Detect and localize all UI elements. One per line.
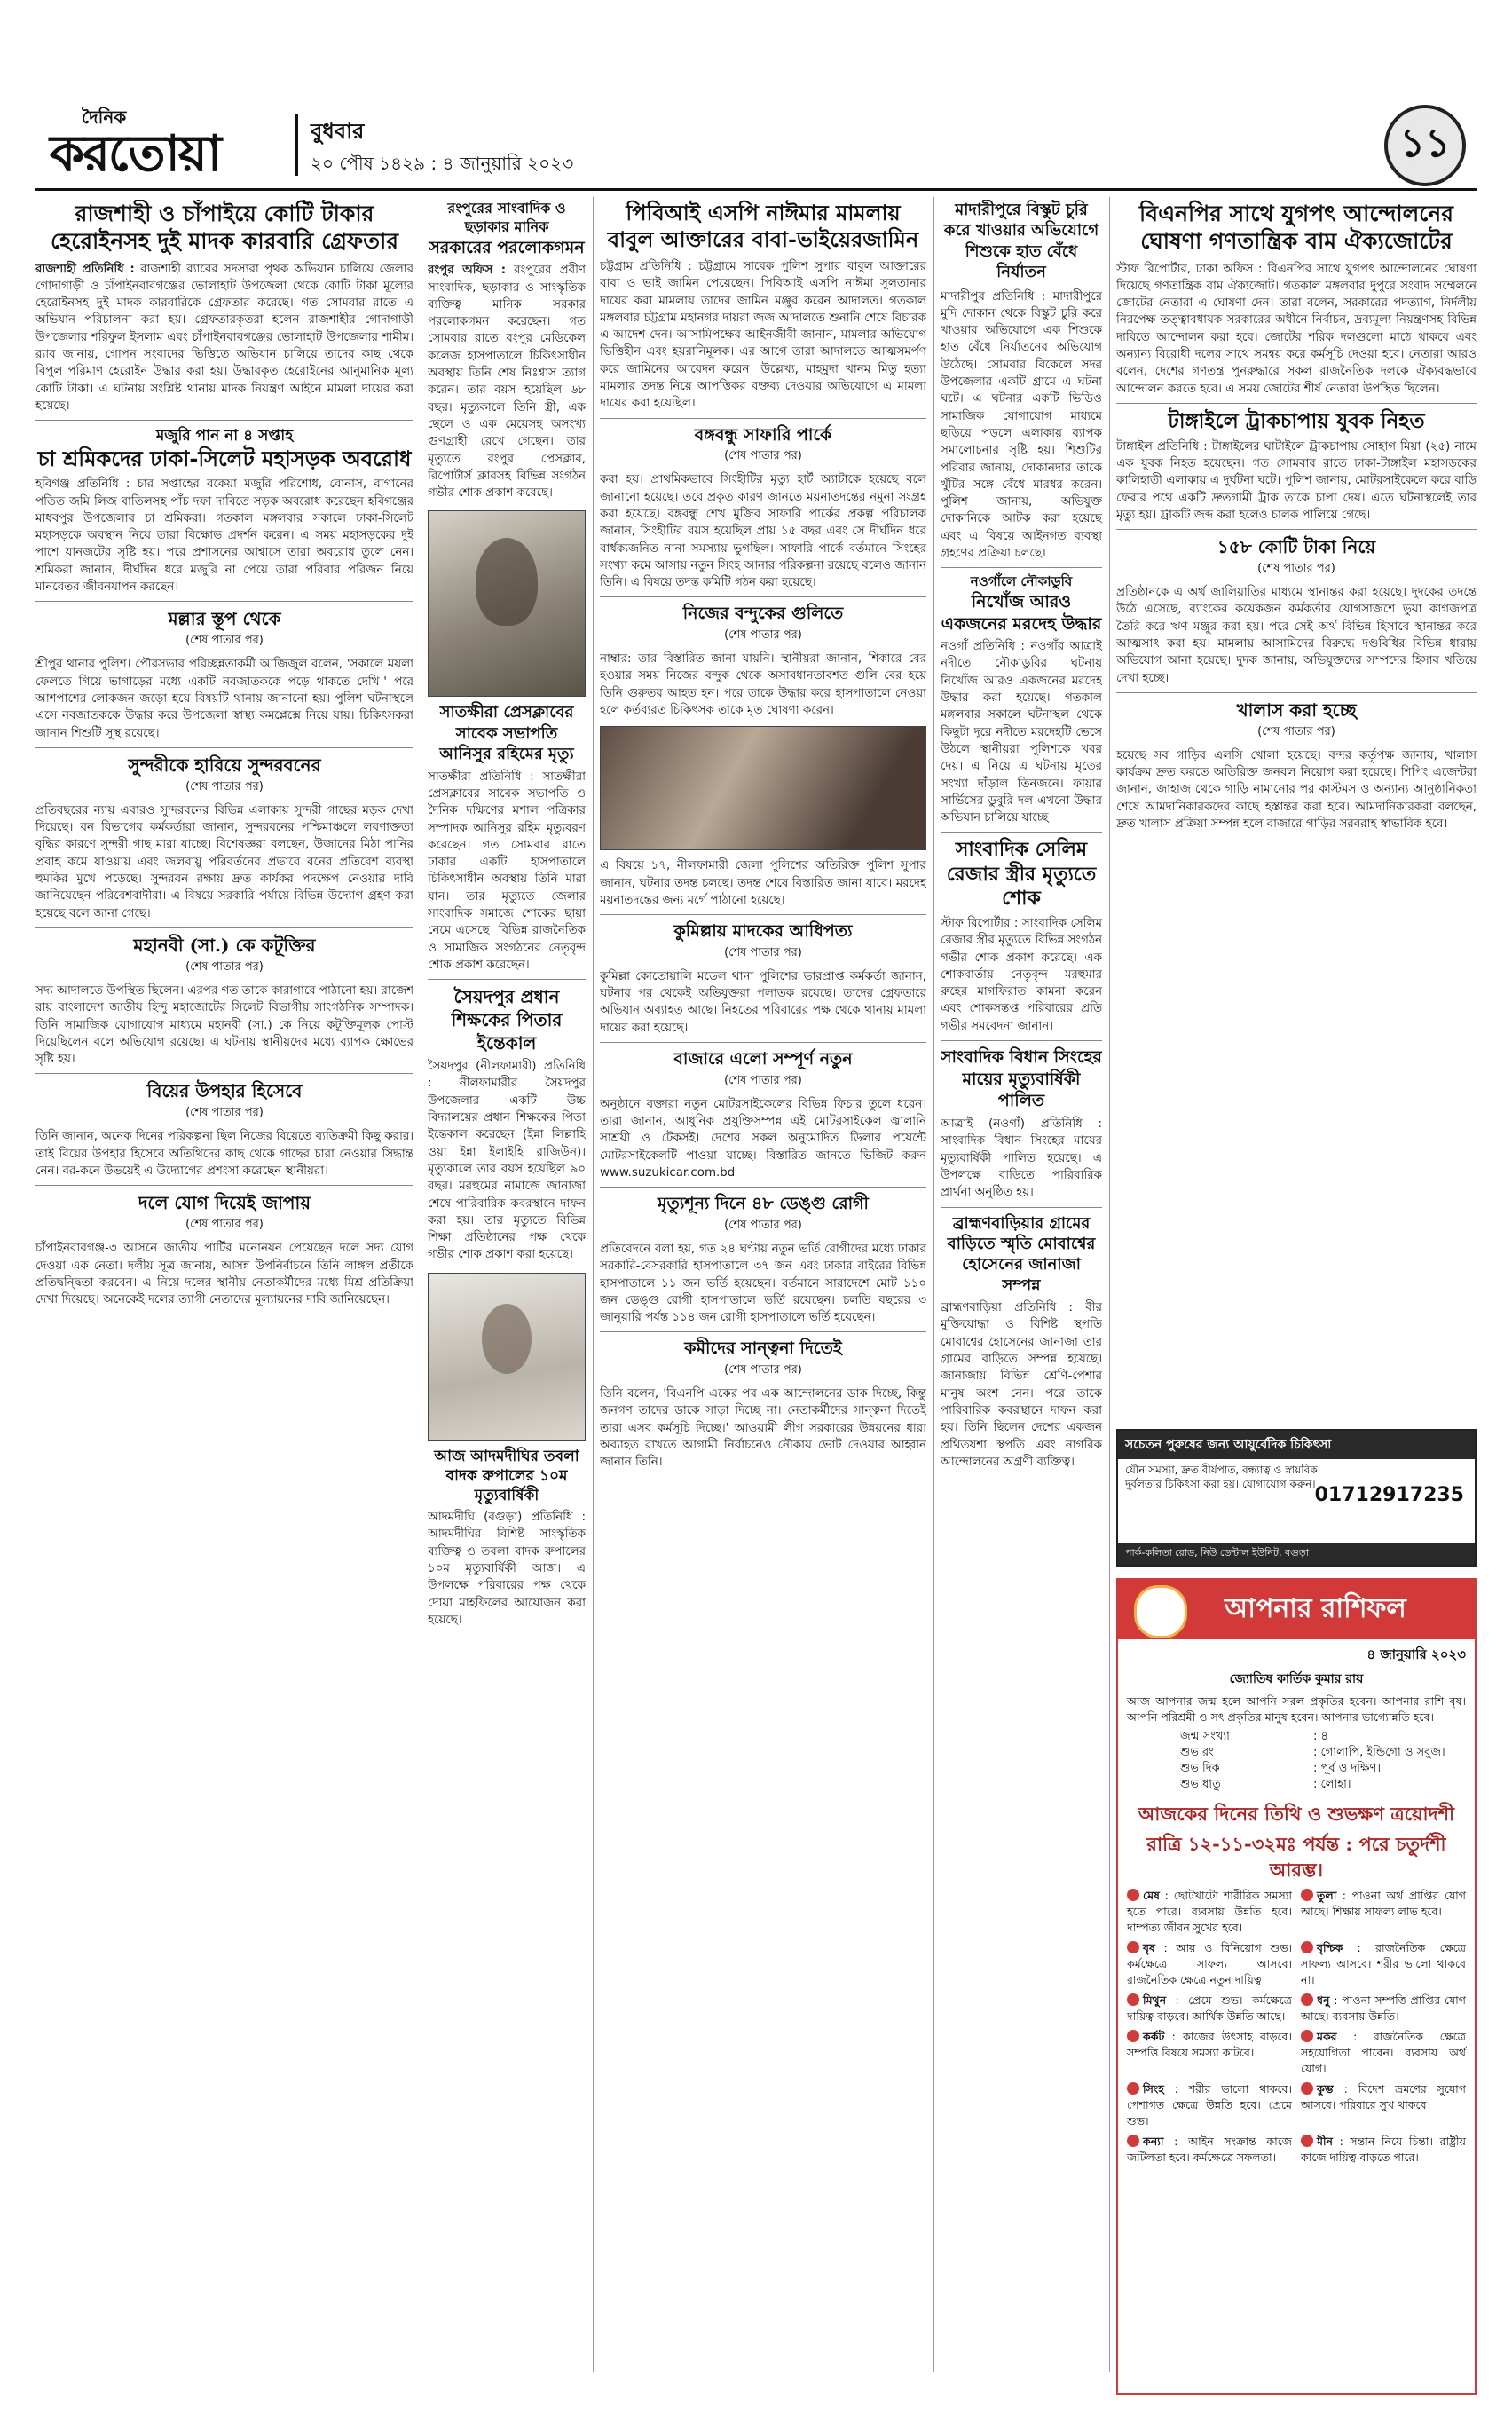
article-text: তিনি বলেন, 'বিএনপি একের পর এক আন্দোলনের ডাক দিচ্ছে, কিন্তু জনগণ তাদের ডাকে সাড়া দিচ্ছে না। নেতাকর্মীদের সান্ত্বনা দিতেই তারা এসব কর্মসূচি দিচ্ছে।' আওয়ামী লীগ সরকারের উন্নয়নের ধারা অব্যাহত রাখতে আগামী নির্বাচনেও নৌকায় ভোট দেওয়ার আহ্বান জানান তিনি। xyxy=(600,1387,926,1470)
rule xyxy=(1116,403,1477,404)
zodiac-item: কুম্ভ : বিদেশ ভ্রমণের সুযোগ আসবে। পরিবারে সুখ থাকবে। xyxy=(1301,2082,1466,2112)
article-text: হবিগঞ্জ প্রতিনিধি : চার সপ্তাহের বকেয়া মজুরি পরিশোধ, বোনাস, বাগানের পতিত জমি লিজ বাতিলসহ পাঁচ দফা দাবিতে সড়ক অবরোধ করেছেন হবিগঞ্জের মাধবপুর উপজেলার চা শ্রমিকরা। গতকাল মঙ্গলবার সকালে ঢাকা-সিলেট মহাসড়কে অবস্থান নিয়ে তারা বিক্ষোভ প্রদর্শন করেন। এ সময় মহাসড়কের দুই পাশে যানজটের সৃষ্টি হয়। পরে প্রশাসনের আশ্বাসে তারা অবরোধ তুলে নেন। শ্রমিকরা জানান, দীর্ঘদিন ধরে মজুরি না পেয়ে তারা পরিবার পরিজন নিয়ে মানবেতর জীবনযাপন করছেন। xyxy=(35,478,413,595)
story-title: সাংবাদিক বিধান সিংহের মায়ের মৃত্যুবার্ষিকী পালিত xyxy=(941,1047,1102,1111)
article-text: টাঙ্গাইল প্রতিনিধি : টাঙ্গাইলের ঘাটাইলে ট্রাকচাপায় সোহাগ মিয়া (২৫) নামে এক যুবক নিহত হয়েছেন। গত সোমবার রাতে ঢাকা-টাঙ্গাইল মহাসড়কের কালিহাতী এলাকায় এ দুর্ঘটনা ঘটে। পুলিশ জানায়, মোটরসাইকেলে করে বাড়ি ফেরার পথে একটি দ্রুতগামী ট্রাক তাকে চাপা দেয়। এতে ঘটনাস্থলেই তার মৃত্যু হয়। ট্রাকটি জব্দ করা হলেও চালক পালিয়ে গেছে। xyxy=(1116,439,1477,522)
headline: মাদারীপুরে বিস্কুট চুরি করে খাওয়ার অভিযোগে শিশুকে হাত বেঁধে নির্যাতন xyxy=(943,201,1099,282)
ad-address: পার্ক-কলিতা রোড, নিউ ডেন্টাল ইউনিট, বগুড়া। xyxy=(1118,1543,1475,1565)
zodiac-item: বৃশ্চিক : রাজনৈতিক ক্ষেত্রে সাফল্য আসবে। শরীর ভালো থাকবে না। xyxy=(1301,1941,1466,1987)
article-text: চট্টগ্রাম প্রতিনিধি : চট্টগ্রামে সাবেক পুলিশ সুপার বাবুল আক্তারের বাবা ও ভাই জামিন পেয়েছেন। পিবিআই এসপি নাঈমা সুলতানার দায়ের করা মামলায় তাদের জামিন মঞ্জুর করেন আদালত। গতকাল মঙ্গলবার চট্টগ্রাম মহানগর দায়রা জজ আদালতে শুনানি শেষে বিচারক এ আদেশ দেন। আসামিপক্ষের আইনজীবী জানান, মামলার অভিযোগ ভিত্তিহীন এবং হয়রানিমূলক। এর আগে তারা আদালতে আত্মসমর্পণ করে জামিনের আবেদন করেন। উল্লেখ্য, মাহমুদা খানম মিতু হত্যা মামলার তদন্ত নিয়ে আপত্তিকর বক্তব্য দেওয়ার অভিযোগে এ মামলা দায়ের করা হয়েছিল। xyxy=(600,260,926,411)
headline: পিবিআই এসপি নাঈমার মামলায় বাবুল আক্তারের বাবা-ভাইয়েরজামিন xyxy=(607,200,919,252)
article-body xyxy=(428,262,586,501)
headline: সরকারের পরলোকগমন xyxy=(429,237,585,257)
advertisement xyxy=(1116,1429,1477,1567)
story-title: ১৫৮ কোটি টাকা নিয়ে xyxy=(1217,536,1376,558)
column-3 xyxy=(600,200,926,2383)
zodiac-icon xyxy=(1301,1889,1313,1901)
rule xyxy=(941,1207,1102,1208)
column-1 xyxy=(35,200,413,2383)
zodiac-icon xyxy=(1301,2030,1313,2042)
article-text: শ্রীপুর থানার পুলিশ। পৌরসভার পরিচ্ছন্নতাকর্মী আজিজুল বলেন, 'সকালে ময়লা ফেলতে গিয়ে ভাগাড়ের মধ্যে একটি নবজাতককে পড়ে থাকতে দেখি।' পরে আশপাশের লোকজন জড়ো হয়ে বিষয়টি থানায় জানানো হয়। পুলিশ ঘটনাস্থলে এসে নবজাতককে উদ্ধার করে উপজেলা স্বাস্থ্য কমপ্লেক্সে নিয়ে যায়। চিকিৎসকরা জানান শিশুটি সুস্থ রয়েছে। xyxy=(35,658,413,740)
story-title: বিয়ের উপহার হিসেবে xyxy=(146,1080,303,1102)
portrait-photo xyxy=(428,510,586,697)
rule xyxy=(35,747,413,748)
article-text: আদমদীঘি (বগুড়া) প্রতিনিধি : আদমদীঘির বিশিষ্ট সাংস্কৃতিক ব্যক্তিত্ব ও তবলা বাদক রুপালের ১০ম মৃত্যুবার্ষিকী আজ। এ উপলক্ষে পরিবারের পক্ষ থেকে দোয়া মাহফিলের আয়োজন করা হয়েছে। xyxy=(428,1511,586,1627)
rule xyxy=(941,1040,1102,1041)
rule xyxy=(428,979,586,980)
article-text: স্টাফ রিপোর্টার : সাংবাদিক সেলিম রেজার স্ত্রীর মৃত্যুতে বিভিন্ন সংগঠন গভীর শোক প্রকাশ করেছে। এক শোকবার্তায় নেতৃবৃন্দ মরহুমার রুহের মাগফিরাত কামনা করেন এবং শোকসন্তপ্ত পরিবারের প্রতি গভীর সমবেদনা জানান। xyxy=(941,916,1102,1033)
horoscope-row: জন্ম সংখ্যা : ৪ xyxy=(1180,1730,1328,1743)
story-title: মহানবী (সা.) কে কটূক্তির xyxy=(133,934,316,956)
continued-note: (শেষ পাতার পর) xyxy=(724,1363,802,1377)
rule xyxy=(600,596,926,597)
horoscope-row: শুভ ধাতু : লোহা। xyxy=(1180,1778,1351,1791)
rule xyxy=(600,1042,926,1043)
zodiac-item: সিংহ : শরীর ভালো থাকবে। পেশাগত ক্ষেত্রে উন্নতি হবে। প্রেমে শুভ। xyxy=(1127,2082,1292,2128)
continued-note: (শেষ পাতার পর) xyxy=(724,449,802,463)
zodiac-icon xyxy=(1127,2030,1139,2042)
story-title: কুমিল্লায় মাদকের আধিপত্য xyxy=(673,921,853,942)
story-title: দলে যোগ দিয়েই জাপায় xyxy=(138,1192,311,1214)
article-text: রংপুরের প্রবীণ সাংবাদিক, ছড়াকার ও সাংস্কৃতিক ব্যক্তিত্ব মানিক সরকার পরলোকগমন করেছেন। গত সোমবার রাতে রংপুর মেডিকেল কলেজ হাসপাতালে চিকিৎসাধীন অবস্থায় তিনি শেষ নিঃশ্বাস ত্যাগ করেন। তার বয়স হয়েছিল ৬৮ বছর। মৃত্যুকালে তিনি স্ত্রী, এক ছেলে ও এক মেয়েসহ অসংখ্য গুণগ্রাহী রেখে গেছেন। তার মৃত্যুতে রংপুর প্রেসক্লাব, রিপোর্টার্স ক্লাবসহ বিভিন্ন সংগঠন গভীর শোক প্রকাশ করেছে। xyxy=(428,264,586,501)
column-5 xyxy=(1116,200,1477,1425)
byline: রংপুর অফিস : xyxy=(428,264,507,278)
article-text: নাম্বার: তার বিস্তারিত জানা যায়নি। স্থানীয়রা জানান, শিকারে বের হওয়ার সময় নিজের বন্দুক থেকে অসাবধানতাবশত গুলি বের হয়ে তিনি গুরুতর আহত হন। পরে তাকে উদ্ধার করে হাসপাতালে নেওয়া হলে কর্তব্যরত চিকিৎসক তাকে মৃত ঘোষণা করেন। xyxy=(600,652,926,718)
logo-prefix: দৈনিক xyxy=(82,107,127,128)
column-2 xyxy=(428,200,586,2383)
zodiac-item: মিথুন : প্রেমে শুভ। কর্মক্ষেত্রে দায়িত্ব বাড়বে। আর্থিক উন্নতি আছে। xyxy=(1127,1993,1292,2024)
photo-headline: আজ আদমদীঘির তবলা বাদক রুপালের ১০ম মৃত্যুবার্ষিকী xyxy=(434,1447,579,1504)
rule xyxy=(600,914,926,915)
issue-day: বুধবার xyxy=(311,119,365,144)
continued-note: (শেষ পাতার পর) xyxy=(185,1218,264,1232)
zodiac-item: বৃষ : আয় ও বিনিয়োগ শুভ। কর্মক্ষেত্রে সাফল্য আসবে। রাজনৈতিক ক্ষেত্রে নতুন দায়িত্ব। xyxy=(1127,1941,1292,1987)
day-tithi: আজকের দিনের তিথি ও শুভক্ষণ ত্রয়োদশী xyxy=(1138,1803,1455,1825)
article-text: স্টাফ রিপোর্টার, ঢাকা অফিস : বিএনপির সাথে যুগপৎ আন্দোলনের ঘোষণা দিয়েছে গণতান্ত্রিক বাম ঐক্যজোট। গতকাল মঙ্গলবার দুপুরে সংবাদ সম্মেলনে জোটের নেতারা এ ঘোষণা দেন। তারা বলেন, সরকারের পদত্যাগ, নির্দলীয় নিরপেক্ষ তত্ত্বাবধায়ক সরকারের অধীনে নির্বাচন, দ্রব্যমূল্য নিয়ন্ত্রণসহ বিভিন্ন দাবিতে আন্দোলন করা হবে। জোটের শরিক দলগুলো মাঠে থাকবে এবং অন্যান্য বিরোধী দলের সাথে সমন্বয় করে কর্মসূচি দেওয়া হবে। নেতারা আরও বলেন, দেশের গণতন্ত্র পুনরুদ্ধারে সকল রাজনৈতিক দলকে ঐক্যবদ্ধভাবে আন্দোলন করতে হবে। এ সময় জোটের শীর্ষ নেতারা উপস্থিত ছিলেন। xyxy=(1116,262,1477,396)
story-title: ব্রাহ্মণবাড়িয়ার গ্রামের বাড়িতে স্মৃতি মোবাশ্বের হোসেনের জানাজা সম্পন্ন xyxy=(947,1213,1096,1295)
column-divider xyxy=(1109,197,1110,2372)
story-title: সাংবাদিক সেলিম রেজার স্ত্রীর মৃত্যুতে শোক xyxy=(946,838,1097,911)
rule xyxy=(35,927,413,928)
zodiac-grid xyxy=(1118,1882,1475,2175)
story-title: মৃত্যুশূন্য দিনে ৪৮ ডেঙ্গু রোগী xyxy=(658,1194,869,1214)
zodiac-icon xyxy=(1301,1993,1313,2006)
zodiac-icon xyxy=(1127,1993,1139,2006)
zodiac-icon xyxy=(1127,1889,1139,1901)
story-title: নিজের বন্দুকের গুলিতে xyxy=(682,604,844,624)
story-title: চা শ্রমিকদের ঢাকা-সিলেট মহাসড়ক অবরোধ xyxy=(37,446,412,472)
masthead-rule xyxy=(35,188,1477,191)
article-text: সদ্য আদালতে উপস্থিত ছিলেন। এরপর গত তাকে কারাগারে পাঠানো হয়। রাজেশ রায় বাংলাদেশ জাতীয় হিন্দু মহাজোটের সিলেট বিভাগীয় সাংগঠনিক সম্পাদক। তিনি সামাজিক যোগাযোগ মাধ্যমে মহানবী (সা.) কে নিয়ে কটূক্তিমূলক পোস্ট দিয়েছিলেন বলে অভিযোগ রয়েছে। এ ঘটনায় স্থানীয়দের মধ্যে ব্যাপক ক্ষোভের সৃষ্টি হয়। xyxy=(35,983,413,1067)
article-text: আত্রাই (নওগাঁ) প্রতিনিধি : সাংবাদিক বিধান সিংহের মায়ের মৃত্যুবার্ষিকী পালিত হয়েছে। এ উপলক্ষে বাড়িতে পারিবারিক প্রার্থনা অনুষ্ঠিত হয়। xyxy=(941,1117,1102,1200)
page-number: ১১ xyxy=(1384,105,1466,186)
story-kicker: রংপুরের সাংবাদিক ও ছড়াকার মানিক xyxy=(447,200,566,235)
rule xyxy=(941,567,1102,568)
story-kicker: মজুরি পান না ৪ সপ্তাহ xyxy=(155,427,294,446)
rule xyxy=(35,420,413,421)
story-title: মল্লার স্তূপ থেকে xyxy=(168,608,281,630)
zodiac-icon xyxy=(1127,2135,1139,2147)
zodiac-item: মীন : সন্তান নিয়ে চিন্তা। রাষ্ট্রীয় কাজে দায়িত্ব বাড়তে পারে। xyxy=(1301,2135,1466,2165)
zodiac-icon xyxy=(1127,1941,1139,1953)
article-text: প্রতিবেদনে বলা হয়, গত ২৪ ঘণ্টায় নতুন ভর্তি রোগীদের মধ্যে ঢাকার সরকারি-বেসরকারি হাসপাতালে ৩৭ জন এবং ঢাকার বাইরের বিভিন্ন হাসপাতালে ১১ জন ভর্তি হয়েছেন। বর্তমানে সারাদেশে মোট ১১০ জন ডেঙ্গু রোগী হাসপাতালে ভর্তি রয়েছেন। চলতি বছরের ৩ জানুয়ারি পর্যন্ত ১১৪ জন রোগী হাসপাতালে ভর্তি হয়েছেন। xyxy=(600,1242,926,1325)
continued-note: (শেষ পাতার পর) xyxy=(185,779,264,793)
rule xyxy=(1116,529,1477,530)
article-text: সৈয়দপুর (নীলফামারী) প্রতিনিধি : নীলফামারীর সৈয়দপুর উপজেলার একটি উচ্চ বিদ্যালয়ের প্রধান শিক্ষকের পিতা ইন্তেকাল করেছেন (ইন্না লিল্লাহি ওয়া ইন্না ইলাইহি রাজিউন)। মৃত্যুকালে তার বয়স হয়েছিল ৯০ বছর। মরহুমের নামাজে জানাজা শেষে পারিবারিক কবরস্থানে দাফন করা হয়। তার মৃত্যুতে বিভিন্ন শিক্ষা প্রতিষ্ঠানের পক্ষ থেকে গভীর শোক প্রকাশ করা হয়েছে। xyxy=(428,1060,586,1262)
story-title: খালাস করা হচ্ছে xyxy=(1236,699,1357,721)
zodiac-icon xyxy=(1127,2082,1139,2095)
article-body xyxy=(35,261,413,415)
portrait-photo xyxy=(428,1273,586,1441)
rule xyxy=(941,832,1102,833)
article-text: তিনি জানান, অনেক দিনের পরিকল্পনা ছিল নিজের বিয়েতে ব্যতিক্রমী কিছু করার। তাই বিয়ের উপহার হিসেবে অতিথিদের কাছ থেকে গাছের চারা নেওয়ার সিদ্ধান্ত নেন। বর-কনে উভয়েই এ উদ্যোগের প্রশংসা করেছেন স্থানীয়রা। xyxy=(35,1130,413,1178)
masthead xyxy=(0,0,1512,186)
continued-note: (শেষ পাতার পর) xyxy=(724,945,802,959)
horoscope-table xyxy=(1118,1725,1475,1796)
rule xyxy=(600,1331,926,1332)
story-title: কমীদের সান্ত্বনা দিতেই xyxy=(684,1338,842,1359)
column-divider xyxy=(593,197,594,2372)
zodiac-icon xyxy=(1301,2135,1313,2147)
article-text: চাঁপাইনবাবগঞ্জ-৩ আসনে জাতীয় পার্টির মনোনয়ন পেয়েছেন দলে সদ্য যোগ দেওয়া এক নেতা। দলীয় সূত্র জানায়, আসন্ন উপনির্বাচনে তিনি লাঙ্গল প্রতীকে প্রতিদ্বন্দ্বিতা করবেন। এ নিয়ে দলের স্থানীয় নেতাকর্মীদের মধ্যে মিশ্র প্রতিক্রিয়া দেখা দিয়েছে। অনেকেই দলের ত্যাগী নেতাদের মূল্যায়নের দাবি জানিয়েছেন। xyxy=(35,1242,413,1307)
rule xyxy=(600,1187,926,1188)
continued-note: (শেষ পাতার পর) xyxy=(1257,724,1335,738)
rule xyxy=(1116,692,1477,693)
continued-note: (শেষ পাতার পর) xyxy=(724,628,802,643)
article-text: সাতক্ষীরা প্রতিনিধি : সাতক্ষীরা প্রেসক্লাবের সাবেক সভাপতি ও দৈনিক দক্ষিণের মশাল পত্রিকার সম্পাদক আনিসুর রহিম মৃত্যুবরণ করেছেন। গত সোমবার রাতে ঢাকার একটি হাসপাতালে চিকিৎসাধীন অবস্থায় তিনি মারা যান। তার মৃত্যুতে জেলার সাংবাদিক সমাজে শোকের ছায়া নেমে এসেছে। বিভিন্ন রাজনৈতিক ও সামাজিক সংগঠনের নেতৃবৃন্দ শোক প্রকাশ করেছেন। xyxy=(428,770,586,972)
article-text: অনুষ্ঠানে বক্তারা নতুন মোটরসাইকেলের বিভিন্ন ফিচার তুলে ধরেন। তারা জানান, আধুনিক প্রযুক্তিসম্পন্ন এই মোটরসাইকেল জ্বালানি সাশ্রয়ী ও টেকসই। দেশের সকল অনুমোদিত ডিলার পয়েন্টে মোটরসাইকেলটি পাওয়া যাচ্ছে। বিস্তারিত জানতে ভিজিট করুন www.suzukicar.com.bd xyxy=(600,1097,926,1180)
story-title: বাজারে এলো সম্পূর্ণ নতুন xyxy=(673,1049,853,1069)
byline: রাজশাহী প্রতিনিধি : xyxy=(35,262,135,276)
continued-note: (শেষ পাতার পর) xyxy=(1257,562,1335,576)
article-text: হয়েছে সব গাড়ির এলসি খোলা হয়েছে। বন্দর কর্তৃপক্ষ জানায়, খালাস কার্যক্রম দ্রুত করতে অতিরিক্ত জনবল নিয়োগ করা হয়েছে। শিপিং এজেন্টরা জানান, জাহাজ থেকে গাড়ি নামানোর পর কাস্টমস ও অন্যান্য আনুষ্ঠানিকতা শেষে আমদানিকারকদের কাছে হস্তান্তর করা হবে। আমদানিকারকরা বলছেন, দ্রুত খালাস প্রক্রিয়া সম্পন্ন হলে বাজারে গাড়ির সরবরাহ স্বাভাবিক হবে। xyxy=(1116,748,1477,832)
horoscope-row: শুভ দিক : পূর্ব ও দক্ষিণ। xyxy=(1180,1762,1381,1775)
article-text: রাজশাহী র‌্যাবের সদস্যরা পৃথক অভিযান চালিয়ে জেলার গোদাগাড়ী ও চাঁপাইনবাবগঞ্জের ভোলাহাট উপজেলা থেকে কোটি টাকা মূল্যের হেরোইনসহ দুই মাদক কারবারিকে গ্রেফতার করেছে। গত সোমবার রাতে এ অভিযান পরিচালনা করা হয়। গ্রেফতারকৃতরা হলেন রাজশাহীর গোদাগাড়ী উপজেলার শরিফুল ইসলাম এবং চাঁপাইনবাবগঞ্জের ভোলাহাট উপজেলার শামীম। র‌্যাব জানায়, গোপন সংবাদের ভিত্তিতে অভিযান চালিয়ে তাদের কাছ থেকে বিপুল পরিমাণ হেরোইন উদ্ধার করা হয়। উদ্ধারকৃত হেরোইনের আনুমানিক মূল্য কোটি টাকা। এ ঘটনায় সংশ্লিষ্ট থানায় মাদক নিয়ন্ত্রণ আইনে মামলা দায়ের করা হয়েছে। xyxy=(35,262,413,413)
masthead-divider xyxy=(295,114,298,176)
newspaper-logo: করতোয়া xyxy=(50,124,220,183)
story-title: সুন্দরীকে হারিয়ে সুন্দরবনের xyxy=(128,754,321,776)
zodiac-icon xyxy=(1301,2082,1313,2095)
rule xyxy=(35,601,413,602)
news-photo xyxy=(600,726,926,850)
zodiac-item: কর্কট : কাজের উৎসাহ বাড়বে। সম্পত্তি বিষয়ে সমস্যা কাটবে। xyxy=(1127,2030,1292,2060)
article-text: প্রতিষ্ঠানকে এ অর্থ জালিয়াতির মাধ্যমে স্থানান্তর করা হয়েছে। দুদকের তদন্তে উঠে এসেছে, ব্যাংকের কয়েকজন কর্মকর্তার যোগসাজশে ভুয়া কাগজপত্র তৈরি করে ঋণ মঞ্জুর করা হয়। পরে সেই অর্থ বিভিন্ন হিসাবে স্থানান্তর করে আত্মসাৎ করা হয়। মামলায় আসামিদের বিরুদ্ধে দণ্ডবিধির বিভিন্ন ধারায় অভিযোগ আনা হয়েছে। দুদক জানায়, অভিযুক্তদের সম্পদের হিসাব খতিয়ে দেখা হচ্ছে। xyxy=(1116,586,1477,685)
continued-note: (শেষ পাতার পর) xyxy=(724,1218,802,1232)
story-title: টাঙ্গাইলে ট্রাকচাপায় যুবক নিহত xyxy=(1168,408,1425,433)
article-text: ব্রাহ্মণবাড়িয়া প্রতিনিধি : বীর মুক্তিযোদ্ধা ও বিশিষ্ট স্থপতি মোবাশ্বের হোসেনের জানাজা তার গ্রামের বাড়িতে সম্পন্ন হয়েছে। জানাজায় বিভিন্ন শ্রেণি-পেশার মানুষ অংশ নেন। পরে তাকে পারিবারিক কবরস্থানে দাফন করা হয়। তিনি ছিলেন দেশের একজন প্রথিতযশা স্থপতি এবং নাগরিক আন্দোলনের অগ্রণী ব্যক্তিত্ব। xyxy=(941,1301,1102,1469)
photo-headline: সাতক্ষীরা প্রেসক্লাবের সাবেক সভাপতি আনিসুর রহিমের মৃত্যু xyxy=(439,703,574,764)
article-text: প্রতিবছরের ন্যায় এবারও সুন্দরবনের বিভিন্ন এলাকায় সুন্দরী গাছের মড়ক দেখা দিয়েছে। বন বিভাগের কর্মকর্তারা জানান, সুন্দরবনের পশ্চিমাঞ্চলে লবণাক্ততা বৃদ্ধির কারণে সুন্দরী গাছ মারা যাচ্ছে। বিশেষজ্ঞরা বলছেন, উজানের মিঠা পানির প্রবাহ কমে যাওয়ায় এবং জলবায়ু পরিবর্তনের প্রভাবে বনের প্রতিবেশ ব্যবস্থা হুমকির মুখে পড়েছে। সুন্দরবন রক্ষায় দ্রুত কার্যকর পদক্ষেপ নেওয়ার দাবি জানিয়েছেন পরিবেশবাদীরা। এ বিষয়ে সরকারি পর্যায়ে বিভিন্ন উদ্যোগ গ্রহণ করা হয়েছে বলে জানা গেছে। xyxy=(35,803,413,920)
horoscope-row: শুভ রং : গোলাপি, ইন্ডিগো ও সবুজ। xyxy=(1180,1746,1445,1759)
article-text: কুমিল্লা কোতোয়ালি মডেল থানা পুলিশের ভারপ্রাপ্ত কর্মকর্তা জানান, ঘটনার পর থেকেই অভিযুক্তরা পলাতক রয়েছে। তাদের গ্রেফতারে অভিযান অব্যাহত আছে। নিহতের পরিবারের পক্ষ থেকে থানায় মামলা দায়ের করা হয়েছে। xyxy=(600,969,926,1035)
ad-phone: 01712917235 xyxy=(1314,1484,1464,1506)
story-title: বঙ্গবন্ধু সাফারি পার্কে xyxy=(694,424,832,445)
article-text: মাদারীপুর প্রতিনিধি : মাদারীপুরে মুদি দোকান থেকে বিস্কুট চুরি করে খাওয়ার অভিযোগে এক শিশুকে হাত বেঁধে নির্যাতনের অভিযোগ উঠেছে। সোমবার বিকেলে সদর উপজেলার একটি গ্রামে এ ঘটনা ঘটে। এ ঘটনার একটি ভিডিও সামাজিক যোগাযোগ মাধ্যমে ছড়িয়ে পড়লে এলাকায় ব্যাপক সমালোচনার সৃষ্টি হয়। শিশুটির পরিবার জানায়, দোকানদার তাকে খুঁটির সঙ্গে বেঁধে মারধর করেন। পুলিশ জানায়, অভিযুক্ত দোকানিকে আটক করা হয়েছে এবং এ বিষয়ে আইনগত ব্যবস্থা গ্রহণের প্রক্রিয়া চলছে। xyxy=(941,289,1102,561)
issue-date: ২০ পৌষ ১৪২৯ : ৪ জানুয়ারি ২০২৩ xyxy=(311,153,574,174)
rule xyxy=(35,1073,413,1074)
zodiac-item: মেষ : ছোটখাটো শারীরিক সমস্যা হতে পারে। ব্যবসায় উন্নতি হবে। দাম্পত্য জীবন সুখের হবে। xyxy=(1127,1889,1292,1935)
continued-note: (শেষ পাতার পর) xyxy=(185,634,264,648)
headline: রাজশাহী ও চাঁপাইয়ে কোটি টাকার হেরোইনসহ দুই মাদক কারবারি গ্রেফতার xyxy=(50,201,399,255)
column-4 xyxy=(941,200,1102,2383)
continued-note: (শেষ পাতার পর) xyxy=(185,959,264,974)
article-text: এ বিষয়ে ১৭, নীলফামারী জেলা পুলিশের অতিরিক্ত পুলিশ সুপার জানান, ঘটনার তদন্ত চলছে। তদন্ত শেষে বিস্তারিত জানা যাবে। মরদেহ ময়নাতদন্তের জন্য মর্গে পাঠানো হয়েছে। xyxy=(600,859,926,907)
horoscope-date: ৪ জানুয়ারি ২০২৩ xyxy=(1366,1646,1466,1662)
zodiac-item: তুলা : পাওনা অর্থ প্রাপ্তির যোগ আছে। শিক্ষায় সাফল্য লাভ হবে। xyxy=(1301,1889,1466,1919)
story-title: সৈয়দপুর প্রধান শিক্ষকের পিতার ইন্তেকাল xyxy=(451,986,563,1054)
horoscope-title: আপনার রাশিফল xyxy=(1118,1580,1475,1639)
zodiac-icon xyxy=(1301,1941,1313,1953)
headline: বিএনপির সাথে যুগপৎ আন্দোলনের ঘোষণা গণতান্ত্রিক বাম ঐক্যজোটের xyxy=(1139,201,1453,255)
horoscope-author: জ্যোতিষ কার্তিক কুমার রায় xyxy=(1229,1672,1364,1686)
story-kicker: নওগাঁলে নৌকাডুবি xyxy=(970,573,1073,590)
article-text: নওগাঁ প্রতিনিধি : নওগাঁর আত্রাই নদীতে নৌকাডুবির ঘটনায় নিখোঁজ আরও একজনের মরদেহ উদ্ধার করা হয়েছে। গতকাল মঙ্গলবার সকালে ঘটনাস্থল থেকে কিছুটা দূরে নদীতে মরদেহটি ভেসে উঠলে স্থানীয়রা পুলিশকে খবর দেয়। এ নিয়ে এ ঘটনায় মৃতের সংখ্যা দাঁড়াল তিনজনে। ফায়ার সার্ভিসের ডুবুরি দল এখনো উদ্ধার অভিযান চালিয়ে যাচ্ছে। xyxy=(941,640,1102,825)
zodiac-item: মকর : রাজনৈতিক ক্ষেত্রে সহযোগিতা পাবেন। ব্যবসায় অর্থ যোগ। xyxy=(1301,2030,1466,2076)
rule xyxy=(35,1185,413,1186)
day-tithi-time: রাত্রি ১২-১১-৩২মঃ পর্যন্ত : পরে চতুর্দশী আরম্ভ। xyxy=(1146,1833,1446,1881)
article-text: করা হয়। প্রাথমিকভাবে সিংহীটির মৃত্যু হার্ট অ্যাটাকে হয়েছে বলে জানানো হয়েছে। তবে প্রকৃত কারণ জানতে ময়নাতদন্তের নমুনা সংগ্রহ করা হয়েছে। বঙ্গবন্ধু শেখ মুজিব সাফারি পার্কের প্রকল্প পরিচালক জানান, সিংহীটির বয়স হয়েছিল প্রায় ১৫ বছর এবং সে দীর্ঘদিন ধরে বার্ধক্যজনিত নানা সমস্যায় ভুগছিল। সাফারি পার্কে বর্তমানে সিংহের সংখ্যা কমে আসায় নতুন সিংহ আনার পরিকল্পনা রয়েছে বলেও জানান তিনি। এ বিষয়ে তদন্ত কমিটি গঠন করা হয়েছে। xyxy=(600,473,926,590)
column-divider xyxy=(933,197,934,2372)
continued-note: (শেষ পাতার পর) xyxy=(185,1106,264,1120)
ad-text: যৌন সমস্যা, দ্রুত বীর্যপাত, বন্ধ্যাত্ব ও স্নায়বিক দুর্বলতার চিকিৎসা করা হয়। যোগাযোগ করুন। xyxy=(1125,1464,1318,1491)
horoscope-intro: আজ আপনার জন্ম হলে আপনি সরল প্রকৃতির হবেন। আপনার রাশি বৃষ। আপনি পরিশ্রমী ও সৎ প্রকৃতির মানুষ হবেন। আপনার ভাগ্যোন্নতি হবে। xyxy=(1127,1694,1466,1724)
rule xyxy=(600,418,926,419)
zodiac-item: কন্যা : আইন সংক্রান্ত কাজে জটিলতা হবে। কর্মক্ষেত্রে সফলতা। xyxy=(1127,2135,1292,2165)
zodiac-item: ধনু : পাওনা সম্পত্তি প্রাপ্তির যোগ আছে। ব্যবসায় উন্নতি। xyxy=(1301,1993,1466,2024)
continued-note: (শেষ পাতার পর) xyxy=(724,1073,802,1087)
ad-title: সচেতন পুরুষের জন্য আয়ুর্বেদিক চিকিৎসা xyxy=(1118,1431,1475,1459)
horoscope-box xyxy=(1116,1578,1477,2395)
story-title: নিখোঁজ আরও একজনের মরদেহ উদ্ধার xyxy=(941,591,1102,634)
